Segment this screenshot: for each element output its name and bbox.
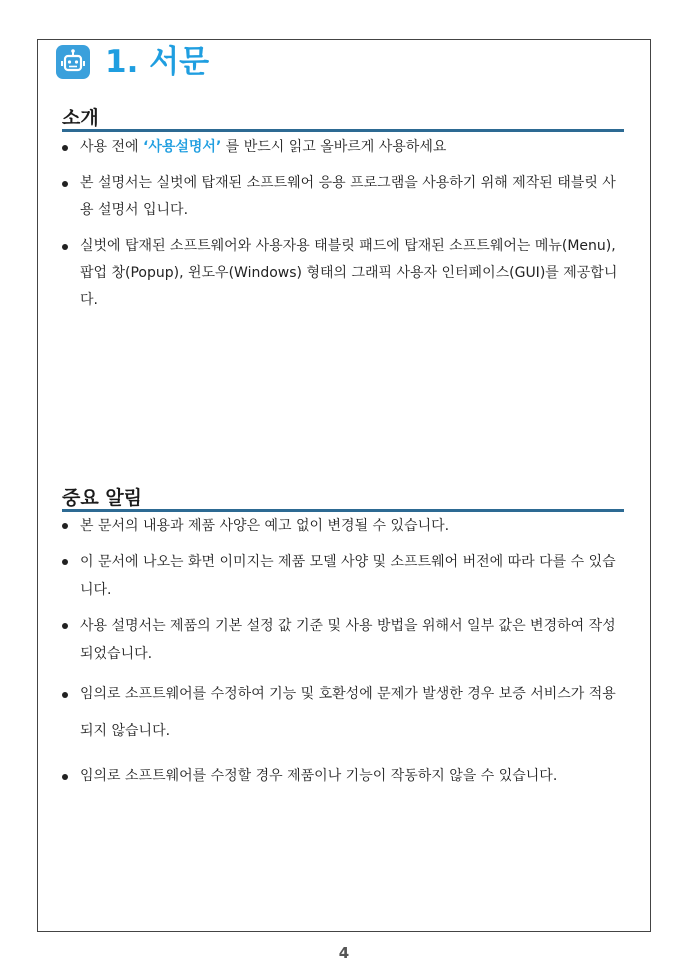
notice-item-text: 임의로 소프트웨어를 수정할 경우 제품이나 기능이 작동하지 않을 수 있습니다. bbox=[80, 768, 558, 784]
intro-item bbox=[58, 170, 628, 224]
notice-item-text: 이 문서에 나오는 화면 이미지는 제품 모델 사양 및 소프트웨어 버전에 따라 다를 수 있습니다. bbox=[80, 554, 616, 598]
bullet-dot bbox=[62, 774, 68, 780]
intro-item bbox=[58, 233, 628, 314]
bullet-dot bbox=[62, 623, 68, 629]
chapter-title: 1. 서문 bbox=[105, 44, 210, 80]
notice-item-text: 본 문서의 내용과 제품 사양은 예고 없이 변경될 수 있습니다. bbox=[80, 518, 450, 534]
robot-icon bbox=[56, 45, 90, 79]
notice-item-text: 사용 설명서는 제품의 기본 설정 값 기준 및 사용 방법을 위해서 일부 값은 변경하여 작성되었습니다. bbox=[80, 618, 616, 662]
bullet-dot bbox=[62, 692, 68, 698]
intro-item-text-after: 를 반드시 읽고 올바르게 사용하세요 bbox=[221, 139, 447, 155]
bullet-dot bbox=[62, 523, 68, 529]
intro-item-text-before: 사용 전에 bbox=[80, 139, 143, 155]
bullet-dot bbox=[62, 181, 68, 187]
intro-item-text: 본 설명서는 실벗에 탑재된 소프트웨어 응용 프로그램을 사용하기 위해 제작된 태블릿 사용 설명서 입니다. bbox=[80, 175, 616, 218]
notice-heading: 중요 알림 bbox=[62, 487, 143, 509]
notice-item bbox=[58, 548, 628, 604]
notice-item bbox=[58, 676, 628, 750]
notice-item bbox=[58, 612, 628, 668]
notice-item bbox=[58, 512, 628, 540]
intro-item bbox=[58, 134, 628, 161]
intro-heading: 소개 bbox=[62, 107, 99, 129]
notice-list bbox=[58, 512, 628, 795]
page-number: 4 bbox=[338, 944, 350, 962]
intro-heading-rule bbox=[62, 129, 624, 132]
bullet-dot bbox=[62, 145, 68, 151]
bullet-dot bbox=[62, 559, 68, 565]
bullet-dot bbox=[62, 244, 68, 250]
notice-item bbox=[58, 758, 628, 795]
manual-highlight: ‘사용설명서’ bbox=[143, 139, 222, 155]
intro-item-text: 실벗에 탑재된 소프트웨어와 사용자용 태블릿 패드에 탑재된 소프트웨어는 메뉴(Menu), 팝업 창(Popup), 윈도우(Windows) 형태의 그래픽 사용자 인터페이스(GUI)를 제공합니다. bbox=[80, 238, 618, 308]
notice-item-text: 임의로 소프트웨어를 수정하여 기능 및 호환성에 문제가 발생한 경우 보증 서비스가 적용되지 않습니다. bbox=[80, 686, 616, 739]
intro-list bbox=[58, 134, 628, 314]
